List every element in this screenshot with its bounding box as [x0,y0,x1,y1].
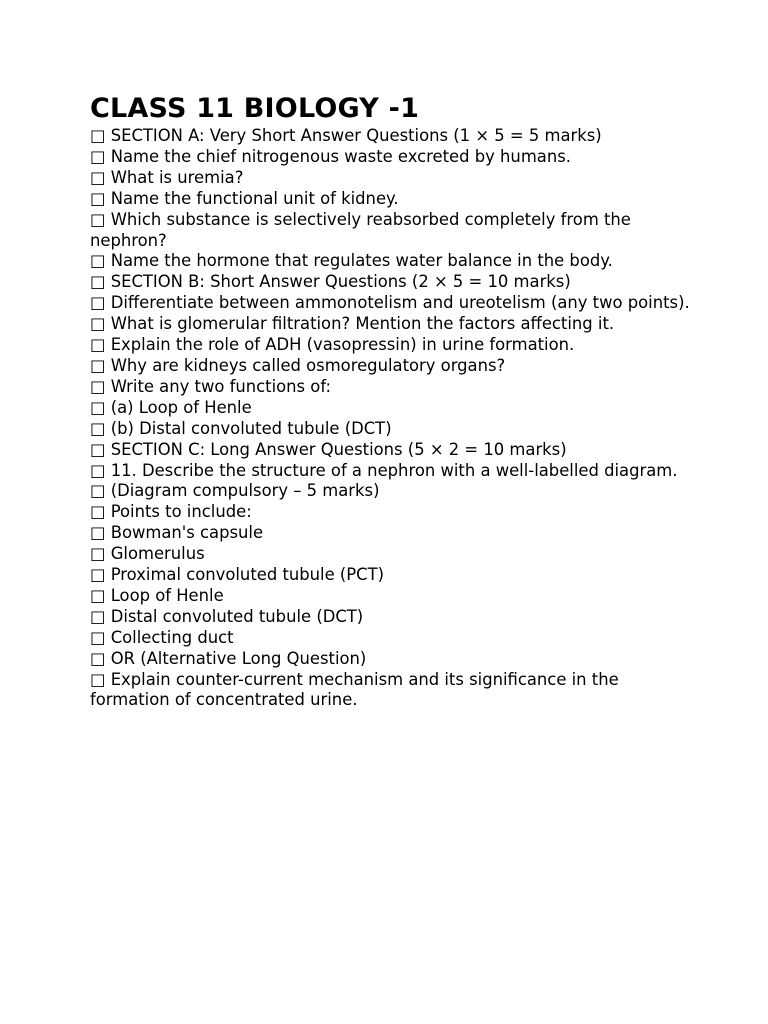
question-line: □ Bowman's capsule [90,523,264,543]
question-line: □ OR (Alternative Long Question) [90,648,367,668]
section-a-heading: □ SECTION A: Very Short Answer Questions (1 × 5 = 5 marks) [90,126,602,145]
question-line: □ Collecting duct [90,627,234,647]
question-line: □ Explain counter-current mechanism and its significance in the formation of concentrated urine. [90,669,619,710]
document-page [90,92,690,711]
question-list [90,126,690,711]
question-line: □ Which substance is selectively reabsorbed completely from the nephron? [90,209,631,250]
question-line: □ Loop of Henle [90,585,224,605]
question-line: □ Distal convoluted tubule (DCT) [90,606,364,626]
question-line: □ Name the hormone that regulates water balance in the body. [90,251,613,271]
document-title: CLASS 11 BIOLOGY -1 [90,93,420,124]
section-b-heading: □ SECTION B: Short Answer Questions (2 × 5 = 10 marks) [90,272,571,292]
question-line: □ (b) Distal convoluted tubule (DCT) [90,418,392,438]
question-line: □ Why are kidneys called osmoregulatory organs? [90,355,506,375]
question-line: □ Points to include: [90,502,252,522]
question-line: □ Proximal convoluted tubule (PCT) [90,565,385,585]
question-line: □ Explain the role of ADH (vasopressin) in urine formation. [90,335,575,355]
question-line: □ What is glomerular filtration? Mention the factors affecting it. [90,314,615,334]
question-line: □ (a) Loop of Henle [90,397,252,417]
question-line: □ What is uremia? [90,167,244,187]
question-line: □ Name the chief nitrogenous waste excreted by humans. [90,146,571,166]
question-line: □ Glomerulus [90,544,205,564]
question-line: □ 11. Describe the structure of a nephron with a well-labelled diagram. [90,460,678,480]
question-line: □ Write any two functions of: [90,376,332,396]
question-line: □ Differentiate between ammonotelism and ureotelism (any two points). [90,293,690,313]
question-line: □ (Diagram compulsory – 5 marks) [90,481,380,501]
question-line: □ Name the functional unit of kidney. [90,188,399,208]
section-c-heading: □ SECTION C: Long Answer Questions (5 × 2 = 10 marks) [90,439,567,459]
